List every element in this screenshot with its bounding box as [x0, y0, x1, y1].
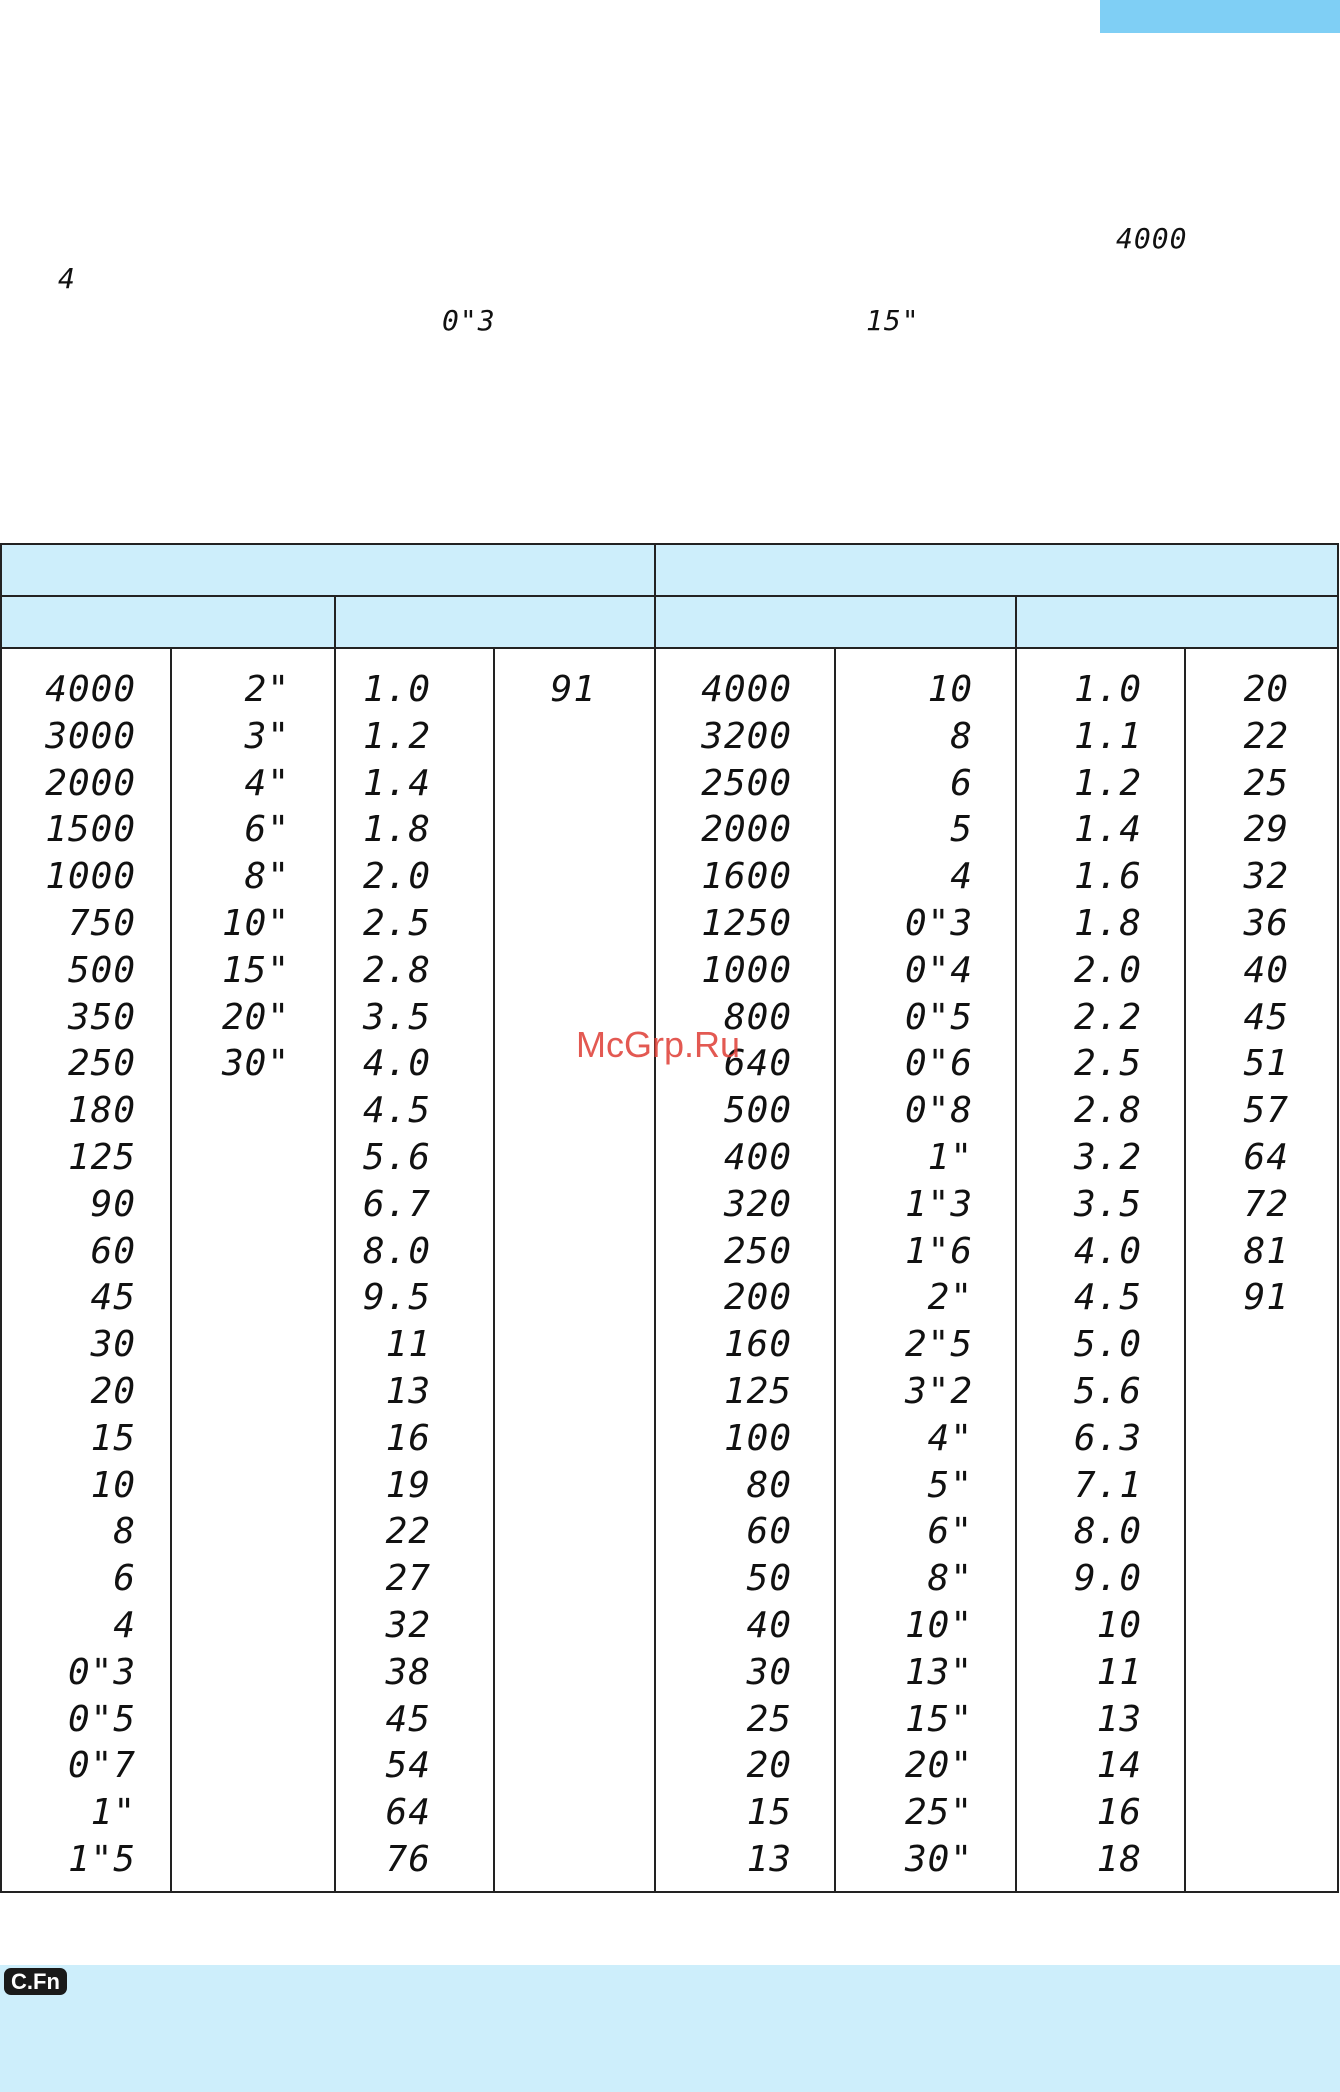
- subheader-aperture-right: [1016, 596, 1338, 648]
- table-cell-value: 15: [90, 1417, 136, 1459]
- table-subheader-row: [1, 596, 1338, 648]
- table-cell-value: 8.0: [362, 1230, 431, 1272]
- table-cell-value: 11: [1096, 1651, 1142, 1693]
- table-cell-value: 3.2: [1073, 1136, 1142, 1178]
- table-cell-value: 4000: [45, 669, 136, 710]
- table-cell-value: 1": [927, 1136, 973, 1178]
- table-cell-value: 0"5: [904, 996, 973, 1038]
- table-cell-value: 0"4: [904, 949, 973, 991]
- table-cell-value: 4.5: [1073, 1277, 1142, 1319]
- table-cell-value: 7.1: [1073, 1464, 1142, 1506]
- table-cell-value: 6": [927, 1511, 973, 1553]
- table-cell-value: 64: [1243, 1136, 1289, 1178]
- table-cell-value: 2": [244, 669, 290, 710]
- table-cell-value: 45: [90, 1277, 136, 1319]
- table-cell-value: 14: [1096, 1745, 1142, 1787]
- table-cell-value: 750: [67, 902, 136, 944]
- table-cell-value: 2"5: [904, 1324, 973, 1366]
- table-cell-value: 6": [244, 809, 290, 851]
- table-cell-value: 3.5: [1073, 1183, 1142, 1225]
- table-cell-value: 13": [904, 1651, 973, 1693]
- table-cell-value: 4.0: [1073, 1230, 1142, 1272]
- table-cell-value: 38: [385, 1651, 431, 1693]
- table-cell-value: 0"6: [904, 1043, 973, 1085]
- shutter-values-col: [1, 648, 171, 1892]
- table-cell-value: 15": [904, 1698, 973, 1740]
- table-cell-value: 320: [723, 1183, 792, 1225]
- table-cell-value: 22: [1243, 715, 1289, 757]
- table-cell-value: 8: [113, 1511, 136, 1553]
- table-cell-value: 4": [927, 1417, 973, 1459]
- table-cell-value: 5.0: [1073, 1324, 1142, 1366]
- table-cell-value: 29: [1243, 809, 1289, 851]
- table-cell-value: 45: [385, 1698, 431, 1740]
- table-cell-value: 5": [927, 1464, 973, 1506]
- table-header-row: [1, 544, 1338, 596]
- table-cell-value: 0"7: [67, 1745, 136, 1787]
- shutter-values-col: [655, 648, 835, 1892]
- table-cell-value: 640: [723, 1043, 792, 1085]
- inline-lcd-value: 4000: [1116, 222, 1188, 255]
- table-cell-value: 32: [1243, 856, 1289, 898]
- table-cell-value: 1": [90, 1792, 136, 1834]
- inline-lcd-value: 15": [866, 304, 920, 337]
- table-cell-value: 0"3: [67, 1651, 136, 1693]
- table-cell-value: 0"8: [904, 1090, 973, 1132]
- table-cell-value: 1.1: [1073, 715, 1142, 757]
- table-cell-value: 800: [723, 996, 792, 1038]
- table-cell-value: 6: [113, 1558, 136, 1600]
- table-cell-value: 1250: [701, 902, 792, 944]
- table-cell-value: 200: [723, 1277, 792, 1319]
- table-cell-value: 2000: [701, 809, 792, 851]
- table-cell-value: 25": [904, 1792, 973, 1834]
- aperture-values-col: [1185, 648, 1338, 1892]
- table-cell-value: 4.0: [362, 1043, 431, 1085]
- table-header-left: [1, 544, 655, 596]
- table-cell-value: 30": [904, 1838, 973, 1880]
- table-cell-value: 2.2: [1073, 996, 1142, 1038]
- table-cell-value: 10: [927, 669, 973, 710]
- table-cell-value: 160: [723, 1324, 792, 1366]
- table-cell-value: 3.5: [362, 996, 431, 1038]
- footer-panel: [0, 1965, 1340, 2092]
- table-cell-value: 3200: [701, 715, 792, 757]
- table-cell-value: 250: [723, 1230, 792, 1272]
- table-cell-value: 16: [385, 1417, 431, 1459]
- table-cell-value: 30: [90, 1324, 136, 1366]
- table-cell-value: 2.0: [362, 856, 431, 898]
- table-cell-value: 60: [746, 1511, 792, 1553]
- table-cell-value: 1.2: [1073, 762, 1142, 804]
- table-cell-value: 4.5: [362, 1090, 431, 1132]
- table-cell-value: 1600: [701, 856, 792, 898]
- table-cell-value: 45: [1243, 996, 1289, 1038]
- shutter-values-col: [171, 648, 335, 1892]
- table-cell-value: 350: [67, 996, 136, 1038]
- aperture-values-col: [335, 648, 494, 1892]
- table-cell-value: 400: [723, 1136, 792, 1178]
- table-cell-value: 25: [746, 1698, 792, 1740]
- table-cell-value: 5.6: [1073, 1370, 1142, 1412]
- table-cell-value: 76: [385, 1838, 431, 1880]
- table-cell-value: 64: [385, 1792, 431, 1834]
- table-cell-value: 1.6: [1073, 856, 1142, 898]
- table-cell-value: 2.8: [1073, 1090, 1142, 1132]
- table-cell-value: 8": [927, 1558, 973, 1600]
- table-cell-value: 3000: [45, 715, 136, 757]
- table-cell-value: 1.0: [1073, 669, 1142, 710]
- table-cell-value: 72: [1243, 1183, 1289, 1225]
- table-cell-value: 6.3: [1073, 1417, 1142, 1459]
- inline-lcd-value: 4: [58, 262, 76, 295]
- table-cell-value: 8.0: [1073, 1511, 1142, 1553]
- table-cell-value: 15: [746, 1792, 792, 1834]
- table-cell-value: 2500: [701, 762, 792, 804]
- table-cell-value: 10: [1096, 1604, 1142, 1646]
- table-cell-value: 18: [1096, 1838, 1142, 1880]
- table-cell-value: 60: [90, 1230, 136, 1272]
- table-cell-value: 32: [385, 1604, 431, 1646]
- table-cell-value: 1.8: [362, 809, 431, 851]
- table-cell-value: 4: [113, 1604, 136, 1646]
- table-cell-value: 54: [385, 1745, 431, 1787]
- table-cell-value: 100: [723, 1417, 792, 1459]
- table-cell-value: 1"5: [67, 1838, 136, 1880]
- table-cell-value: 500: [723, 1090, 792, 1132]
- table-cell-value: 6: [950, 762, 973, 804]
- table-cell-value: 8: [950, 715, 973, 757]
- table-cell-value: 19: [385, 1464, 431, 1506]
- table-cell-value: 5: [950, 809, 973, 851]
- page-tab-marker: [1100, 0, 1340, 33]
- table-cell-value: 4000: [701, 669, 792, 710]
- table-cell-value: 2000: [45, 762, 136, 804]
- table-cell-value: 13: [1096, 1698, 1142, 1740]
- table-cell-value: 4": [244, 762, 290, 804]
- table-cell-value: 2.8: [362, 949, 431, 991]
- table-cell-value: 250: [67, 1043, 136, 1085]
- table-cell-value: 180: [67, 1090, 136, 1132]
- table-header-right: [655, 544, 1338, 596]
- table-cell-value: 1.4: [362, 762, 431, 804]
- table-cell-value: 500: [67, 949, 136, 991]
- table-cell-value: 1500: [45, 809, 136, 851]
- table-cell-value: 2": [927, 1277, 973, 1319]
- table-cell-value: 2.5: [1073, 1043, 1142, 1085]
- table-cell-value: 15": [221, 949, 290, 991]
- table-cell-value: 1"3: [904, 1183, 973, 1225]
- table-cell-value: 81: [1243, 1230, 1289, 1272]
- table-cell-value: 1.8: [1073, 902, 1142, 944]
- subheader-shutter-right: [655, 596, 1016, 648]
- table-cell-value: 50: [746, 1558, 792, 1600]
- table-cell-value: 6.7: [362, 1183, 431, 1225]
- table-cell-value: 20": [904, 1745, 973, 1787]
- table-cell-value: 91: [550, 669, 596, 710]
- table-cell-value: 40: [746, 1604, 792, 1646]
- table-cell-value: 36: [1243, 902, 1289, 944]
- table-cell-value: 1.0: [362, 669, 431, 710]
- table-cell-value: 20: [746, 1745, 792, 1787]
- table-cell-value: 80: [746, 1464, 792, 1506]
- table-cell-value: 9.5: [362, 1277, 431, 1319]
- table-cell-value: 30": [221, 1043, 290, 1085]
- table-cell-value: 8": [244, 856, 290, 898]
- table-cell-value: 5.6: [362, 1136, 431, 1178]
- table-cell-value: 57: [1243, 1090, 1289, 1132]
- table-cell-value: 1"6: [904, 1230, 973, 1272]
- aperture-values-col: [1016, 648, 1185, 1892]
- settings-table: [0, 543, 1339, 1893]
- table-cell-value: 3": [244, 715, 290, 757]
- table-cell-value: 13: [746, 1838, 792, 1880]
- table-cell-value: 2.0: [1073, 949, 1142, 991]
- table-cell-value: 3"2: [904, 1370, 973, 1412]
- watermark: McGrp.Ru: [576, 1024, 741, 1065]
- table-cell-value: 2.5: [362, 902, 431, 944]
- cfn-badge: C.Fn: [4, 1968, 67, 1995]
- inline-lcd-value: 0"3: [442, 304, 496, 337]
- table-cell-value: 9.0: [1073, 1558, 1142, 1600]
- table-cell-value: 125: [723, 1370, 792, 1412]
- table-cell-value: 51: [1243, 1043, 1289, 1085]
- table-cell-value: 16: [1096, 1792, 1142, 1834]
- table-cell-value: 91: [1243, 1277, 1289, 1319]
- table-cell-value: 90: [90, 1183, 136, 1225]
- table-cell-value: 10: [90, 1464, 136, 1506]
- table-cell-value: 0"5: [67, 1698, 136, 1740]
- table-cell-value: 20: [90, 1370, 136, 1412]
- table-cell-value: 11: [385, 1324, 431, 1366]
- subheader-shutter-left: [1, 596, 335, 648]
- table-cell-value: 10": [221, 902, 290, 944]
- table-cell-value: 125: [67, 1136, 136, 1178]
- table-cell-value: 25: [1243, 762, 1289, 804]
- table-cell-value: 20": [221, 996, 290, 1038]
- table-cell-value: 1.2: [362, 715, 431, 757]
- aperture-values-col: [494, 648, 655, 1892]
- table-cell-value: 27: [385, 1558, 431, 1600]
- subheader-aperture-left: [335, 596, 655, 648]
- table-cell-value: 1000: [45, 856, 136, 898]
- shutter-values-col: [835, 648, 1016, 1892]
- table-cell-value: 13: [385, 1370, 431, 1412]
- table-cell-value: 1.4: [1073, 809, 1142, 851]
- table-cell-value: 1000: [701, 949, 792, 991]
- table-body-row: [1, 648, 1338, 1892]
- table-cell-value: 30: [746, 1651, 792, 1693]
- table-cell-value: 20: [1243, 669, 1289, 710]
- table-cell-value: 22: [385, 1511, 431, 1553]
- table-cell-value: 0"3: [904, 902, 973, 944]
- table-cell-value: 4: [950, 856, 973, 898]
- table-cell-value: 10": [904, 1604, 973, 1646]
- table-cell-value: 40: [1243, 949, 1289, 991]
